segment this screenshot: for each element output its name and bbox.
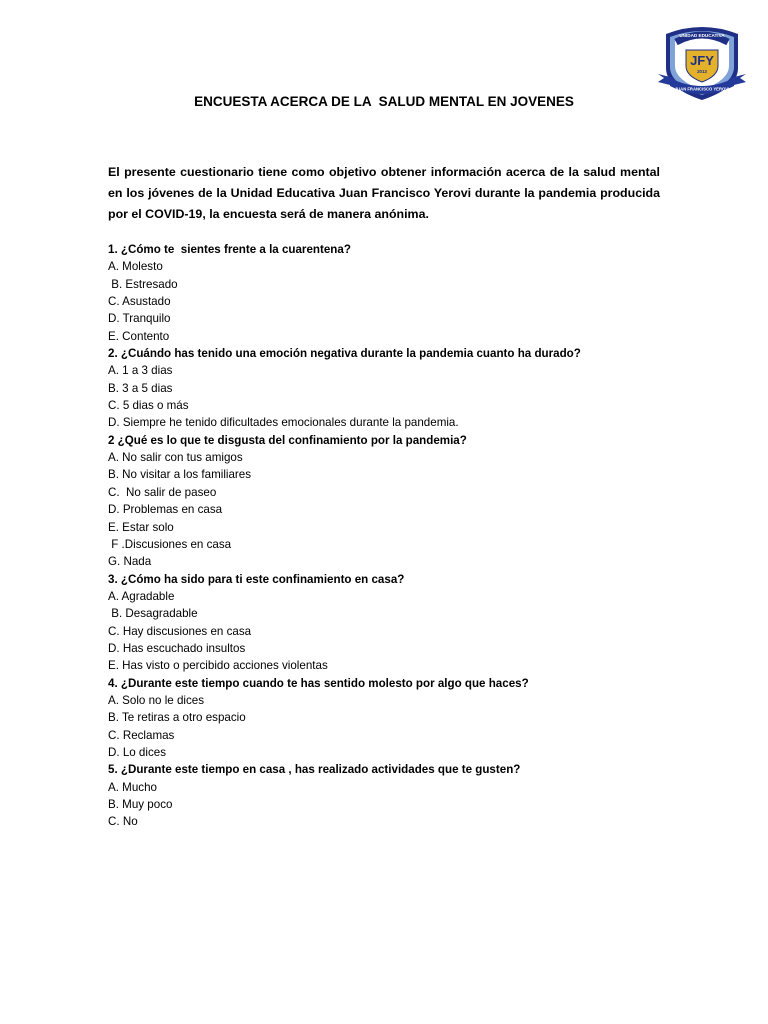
answer-option: C. Reclamas: [108, 728, 175, 742]
answer-option: F .Discusiones en casa: [108, 537, 232, 551]
answer-option: D. Lo dices: [108, 745, 166, 759]
question-text: 2 ¿Qué es lo que te disgusta del confinamiento por la pandemia?: [108, 433, 467, 447]
answer-option: C. Hay discusiones en casa: [108, 624, 252, 638]
answer-option: A. Agradable: [108, 589, 175, 603]
answer-option: E. Contento: [108, 329, 170, 343]
question-text: 4. ¿Durante este tiempo cuando te has sentido molesto por algo que haces?: [108, 676, 529, 690]
question-text: 1. ¿Cómo te sientes frente a la cuarentena?: [108, 243, 351, 256]
school-logo: [656, 22, 748, 102]
answer-option: B. Desagradable: [108, 607, 198, 621]
logo-year: 2013: [697, 69, 707, 74]
question-text: 2. ¿Cuándo has tenido una emoción negativa durante la pandemia cuanto ha durado?: [108, 347, 581, 361]
answer-option: A. No salir con tus amigos: [108, 451, 243, 465]
logo-banner-bottom: JUAN FRANCISCO YEROVI: [674, 86, 730, 92]
answer-option: C. 5 dias o más: [108, 399, 189, 413]
answer-option: G. Nada: [108, 555, 152, 569]
answer-option: B. 3 a 5 dias: [108, 381, 173, 395]
intro-paragraph: El presente cuestionario tiene como objetivo obtener información acerca de la salud mental en los jóvenes de la Unidad Educativa Juan Francisco Yerovi durante la pandemia producida por el COVID-19, la encuesta será de manera anónima.: [108, 165, 660, 221]
answer-option: A. Mucho: [108, 780, 157, 794]
question-text: 3. ¿Cómo ha sido para ti este confinamiento en casa?: [108, 572, 405, 586]
answer-option: B. No visitar a los familiares: [108, 468, 252, 482]
answer-option: D. Problemas en casa: [108, 503, 223, 517]
answer-option: E. Has visto o percibido acciones violentas: [108, 659, 328, 673]
logo-initials: JFY: [690, 53, 714, 68]
answer-option: A. Solo no le dices: [108, 693, 205, 707]
answer-option: D. Tranquilo: [108, 312, 171, 326]
answer-option: D. Siempre he tenido dificultades emocionales durante la pandemia.: [108, 416, 459, 430]
answer-option: C. Asustado: [108, 295, 171, 309]
questionnaire: [108, 241, 668, 831]
answer-option: B. Muy poco: [108, 798, 173, 811]
answer-option: C. No: [108, 815, 138, 829]
answer-option: A. 1 a 3 dias: [108, 364, 173, 378]
logo-banner-top: UNIDAD EDUCATIVA: [679, 33, 725, 38]
question-text: 5. ¿Durante este tiempo en casa , has realizado actividades que te gusten?: [108, 763, 521, 777]
answer-option: A. Molesto: [108, 260, 163, 274]
answer-option: D. Has escuchado insultos: [108, 641, 246, 655]
answer-option: E. Estar solo: [108, 520, 174, 534]
answer-option: B. Te retiras a otro espacio: [108, 711, 246, 725]
answer-option: C. No salir de paseo: [108, 485, 217, 499]
survey-title: ENCUESTA ACERCA DE LA SALUD MENTAL EN JOVENES: [194, 94, 574, 109]
answer-option: B. Estresado: [108, 277, 178, 291]
